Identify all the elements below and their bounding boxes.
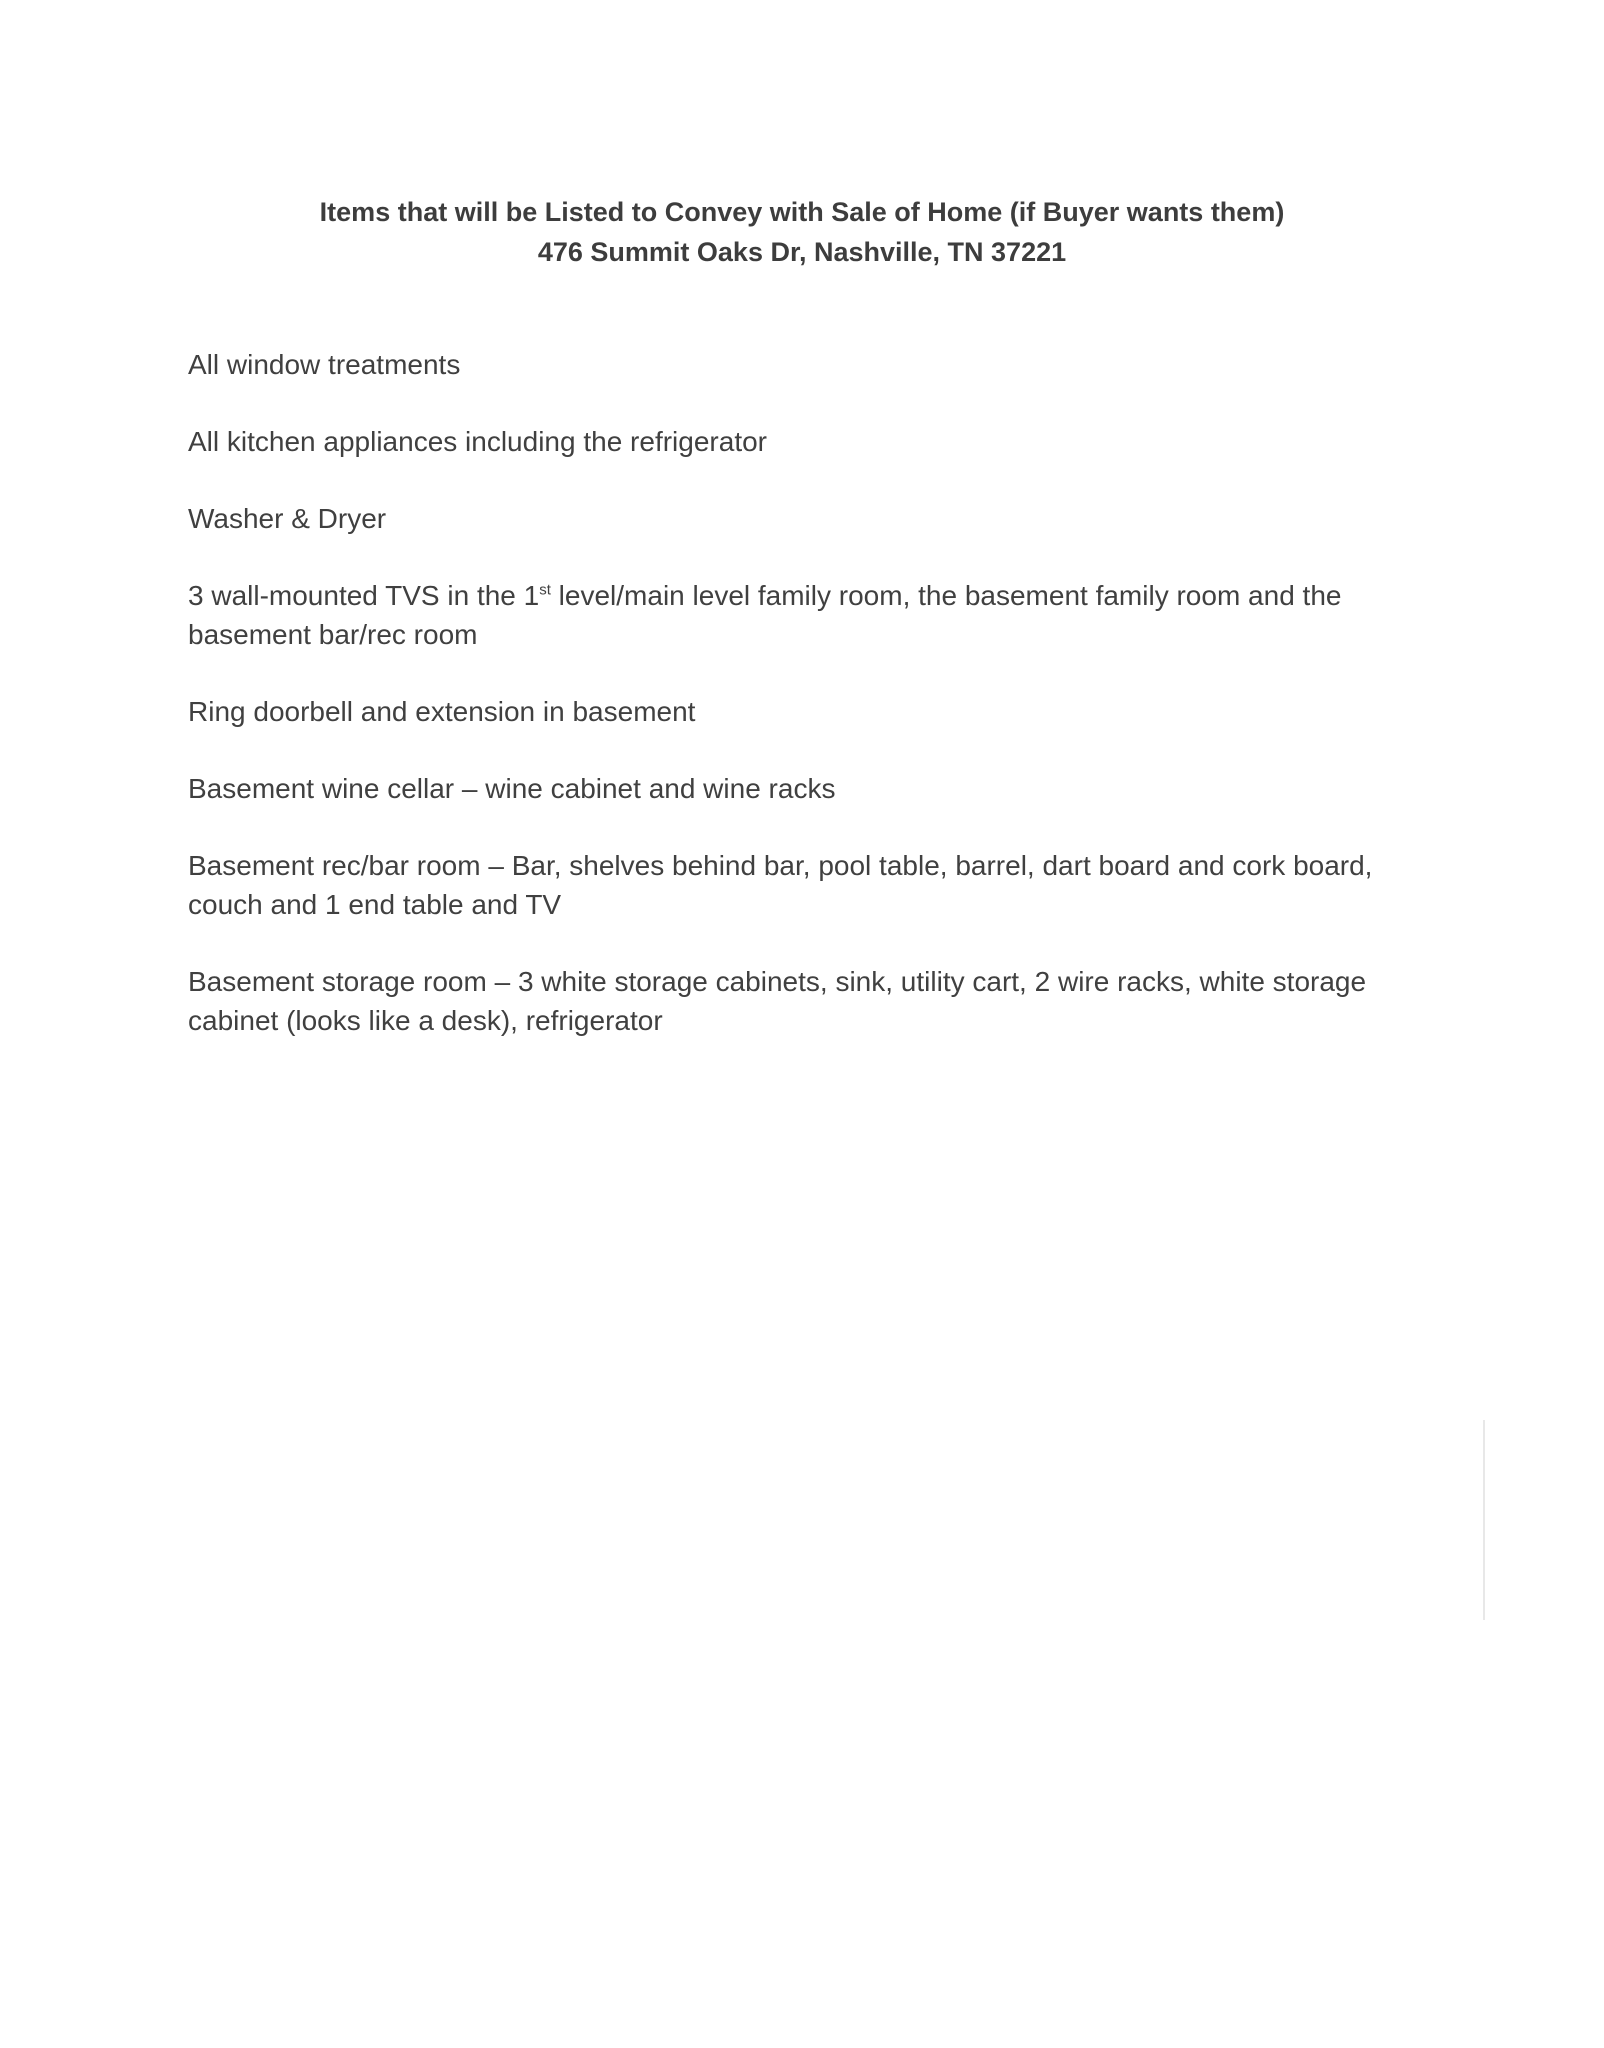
list-item: All window treatments	[188, 349, 461, 380]
scan-artifact	[1483, 1420, 1485, 1620]
list-item: Washer & Dryer	[188, 503, 387, 534]
list-item-text: level/main level family room, the basement family room and the basement bar/rec room	[188, 580, 1342, 650]
list-item: Basement storage room – 3 white storage cabinets, sink, utility cart, 2 wire racks, white storage cabinet (looks like a desk), refrigerator	[188, 966, 1367, 1036]
list-item-text: 3 wall-mounted TVS in the 1	[188, 580, 540, 611]
list-item: Basement rec/bar room – Bar, shelves behind bar, pool table, barrel, dart board and cork board, couch and 1 end table and TV	[188, 850, 1373, 920]
property-address: 476 Summit Oaks Dr, Nashville, TN 37221	[537, 237, 1067, 267]
conveyed-items-list	[188, 345, 1428, 1078]
document-header	[0, 192, 1604, 272]
list-item	[188, 576, 1428, 654]
list-item: All kitchen appliances including the refrigerator	[188, 426, 767, 457]
list-item: Ring doorbell and extension in basement	[188, 696, 696, 727]
document-title: Items that will be Listed to Convey with Sale of Home (if Buyer wants them)	[319, 197, 1285, 227]
ordinal-suffix: st	[539, 581, 551, 599]
list-item: Basement wine cellar – wine cabinet and wine racks	[188, 773, 836, 804]
